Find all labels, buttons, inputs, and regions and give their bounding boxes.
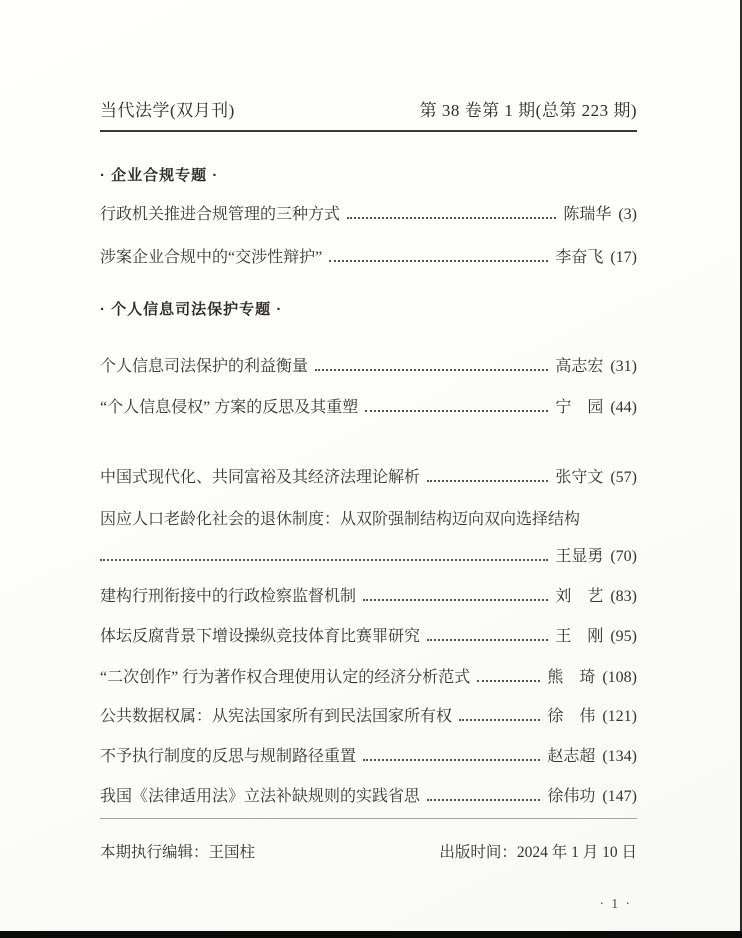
toc-entry-continuation-line	[100, 546, 637, 567]
article-page: (3)	[618, 206, 637, 223]
section-heading-corporate-compliance: · 企业合规专题 ·	[100, 167, 219, 184]
dot-leader	[427, 480, 548, 482]
editor-info: 本期执行编辑：王国柱	[100, 844, 256, 861]
toc-entry	[100, 586, 637, 607]
toc-entry	[100, 247, 637, 268]
article-title: 建构行刑衔接中的行政检察监督机制	[100, 588, 357, 605]
article-author: 高志宏	[555, 358, 604, 375]
dot-leader	[365, 410, 548, 412]
toc-entry	[100, 786, 637, 807]
article-page: (44)	[610, 399, 637, 416]
article-page: (95)	[610, 628, 637, 645]
dot-leader	[363, 759, 540, 761]
article-title: “二次创作” 行为著作权合理使用认定的经济分析范式	[100, 669, 471, 686]
footer	[100, 840, 637, 862]
article-title: 行政机关推进合规管理的三种方式	[100, 206, 341, 223]
toc-entry	[100, 397, 637, 418]
article-author: 宁 园	[555, 399, 604, 416]
article-title: 不予执行制度的反思与规制路径重置	[100, 748, 357, 765]
article-author: 陈瑞华	[563, 206, 612, 223]
article-author: 徐 伟	[547, 708, 596, 725]
article-page: (70)	[610, 548, 637, 565]
article-page: (121)	[602, 708, 637, 725]
dot-leader	[363, 599, 548, 601]
dot-leader	[347, 217, 556, 219]
footer-rule	[100, 818, 637, 819]
article-page: (134)	[602, 748, 637, 765]
dot-leader	[100, 559, 548, 561]
article-page: (17)	[610, 249, 637, 266]
article-author: 赵志超	[547, 748, 596, 765]
toc-entry	[100, 667, 637, 688]
toc-entry-title-line	[100, 509, 637, 530]
section-heading-personal-info-protection: · 个人信息司法保护专题 ·	[100, 301, 283, 318]
article-title: 公共数据权属：从宪法国家所有到民法国家所有权	[100, 708, 453, 725]
toc-entry	[100, 467, 637, 488]
article-title: “个人信息侵权” 方案的反思及其重塑	[100, 399, 359, 416]
article-author: 王显勇	[555, 548, 604, 565]
dot-leader	[427, 639, 548, 641]
article-title: 个人信息司法保护的利益衡量	[100, 358, 309, 375]
article-page: (147)	[602, 788, 637, 805]
page-content	[100, 0, 637, 912]
article-title: 体坛反腐背景下增设操纵竞技体育比赛罪研究	[100, 628, 421, 645]
scan-edge-bottom	[0, 931, 742, 938]
article-title: 因应人口老龄化社会的退休制度：从双阶强制结构迈向双向选择结构	[100, 511, 581, 528]
article-author: 张守文	[555, 469, 604, 486]
dot-leader	[427, 799, 540, 801]
masthead	[100, 96, 637, 121]
article-title: 我国《法律适用法》立法补缺规则的实践省思	[100, 788, 421, 805]
issue-info: 第 38 卷第 1 期(总第 223 期)	[419, 101, 637, 120]
dot-leader	[477, 680, 540, 682]
toc-entry	[100, 356, 637, 377]
dot-leader	[329, 260, 548, 262]
journal-title: 当代法学(双月刊)	[100, 101, 235, 120]
page-number: · 1 ·	[599, 896, 632, 911]
publish-date: 出版时间：2024 年 1 月 10 日	[439, 844, 637, 861]
article-author: 刘 艺	[555, 588, 604, 605]
article-author: 徐伟功	[547, 788, 596, 805]
dot-leader	[459, 719, 540, 721]
article-author: 熊 琦	[547, 669, 596, 686]
article-page: (31)	[610, 358, 637, 375]
article-author: 王 刚	[555, 628, 604, 645]
dot-leader	[315, 369, 548, 371]
toc-entry	[100, 204, 637, 225]
toc-entry	[100, 746, 637, 767]
article-title: 中国式现代化、共同富裕及其经济法理论解析	[100, 469, 421, 486]
article-page: (57)	[610, 469, 637, 486]
article-title: 涉案企业合规中的“交涉性辩护”	[100, 249, 323, 266]
header-rule	[100, 130, 637, 132]
article-page: (108)	[602, 669, 637, 686]
article-page: (83)	[610, 588, 637, 605]
toc-entry	[100, 626, 637, 647]
article-author: 李奋飞	[555, 249, 604, 266]
toc-entry	[100, 706, 637, 727]
